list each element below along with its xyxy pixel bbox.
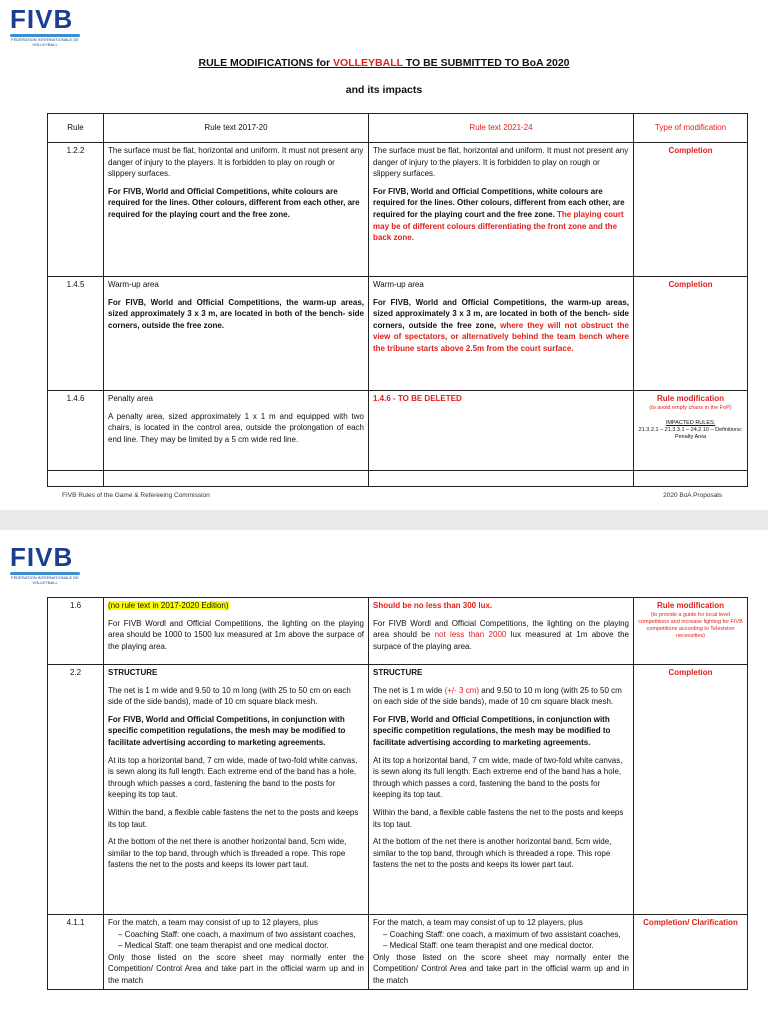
table-row-empty [48, 471, 748, 487]
footer-left: FIVB Rules of the Game & Refereeing Commission [62, 492, 210, 499]
rules-table-2 [47, 597, 748, 990]
header-type: Type of modification [634, 114, 748, 143]
table-row: 1.2.2 The surface must be flat, horizontal and uniform. It must not present any danger of injury to the players. It is forbidden to play on rough or slippery surfaces. For FIVB, World and Official Competitions, white colours are required for the lines. Other colours, different from each other, are required for the playing court and the free zone. The surface must be flat, horizontal and uniform. It must not present any danger of injury to the players. It is forbidden to play on rough or slippery surfaces. For FIVB, World and Official Competitions, white colours are required for the lines. Other colours, different from each other, are required for the playing court and the free zone. The playing court may be of different colours differentiating the front zone and the back zone. Completion [48, 143, 748, 277]
header-new-text: Rule text 2021-24 [369, 114, 634, 143]
staff-list: – Coaching Staff: one coach, a maximum of two assistant coaches, – Medical Staff: one team therapist and one medical doctor. [373, 929, 629, 952]
table-row: 1.4.5 Warm-up area For FIVB, World and Official Competitions, the warm-up areas, sized approximately 3 x 3 m, are located in both of the bench- side corners, outside the free zone. Warm-up area For FIVB, World and Official Competitions, the warm-up areas, sized approximately 3 x 3 m, are located in both of the bench- side corners, outside the free zone, where they will not obstruct the view of spectators, or alternatively behind the team bench where the tribune starts above 2.5m from the court surface. Completion [48, 277, 748, 391]
document-page-2 [0, 530, 768, 1024]
table-header-row [48, 114, 748, 143]
header-rule: Rule [48, 114, 104, 143]
header-old-text: Rule text 2017-20 [104, 114, 369, 143]
table-row: 1.6 (no rule text in 2017-2020 Edition) For FIVB Wordl and Official Competitions, the lighting on the playing area should be 1000 to 1500 lux measured at 1m above the surpace of the playing area. Should be no less than 300 lux. For FIVB Wordl and Official Competitions, the lighting on the playing area should be not less than 2000 lux measured at 1m above the surpace of the playing area. Rule modification (to provide a guide for local level competitions and increase lighting for FIVB competitions according to Television necessities) [48, 598, 748, 665]
table-row: 2.2 STRUCTURE The net is 1 m wide and 9.50 to 10 m long (with 25 to 50 cm on each side of the side bands), made of 10 cm square black mesh. For FIVB, World and Official Competitions, in conjunction with specific competition regulations, the mesh may be modified to facilitate advertising according to marketing agreements. At its top a horizontal band, 7 cm wide, made of two-fold white canvas, is sewn along its full length. Each extreme end of the band has a hole, through which passes a cord, fastening the band to the posts for keeping its top taut. Within the band, a flexible cable fastens the net to the posts and keeps its top taut. At the bottom of the net there is another horizontal band, 5cm wide, similar to the top band, through which is threaded a rope. This rope fastens the net to the posts and keeps its lower part taut. STRUCTURE The net is 1 m wide (+/- 3 cm) and 9.50 to 10 m long (with 25 to 50 cm on each side of the side bands), made of 10 cm square black mesh. For FIVB, World and Official Competitions, in conjunction with specific competition regulations, the mesh may be modified to facilitate advertising according to marketing agreements. At its top a horizontal band, 7 cm wide, made of two-fold white canvas, is sewn along its full length. Each extreme end of the band has a hole, through which passes a cord, fastening the band to the posts for keeping its top taut. Within the band, a flexible cable fastens the net to the posts and keeps its top taut. At the bottom of the net there is another horizontal band, 5cm wide, similar to the top band, through which is threaded a rope. This rope fastens the net to the posts and keeps its lower part taut. Completion [48, 665, 748, 915]
rules-table-1 [47, 113, 748, 487]
fivb-logo: FIVB FÉDÉRATION INTERNATIONALE DE VOLLEYBALL [10, 542, 79, 585]
fivb-logo: FIVB FÉDÉRATION INTERNATIONALE DE VOLLEYBALL [10, 4, 79, 47]
table-row: 4.1.1 For the match, a team may consist of up to 12 players, plus – Coaching Staff: one coach, a maximum of two assistant coaches, – Medical Staff: one team therapist and one medical doctor. Only those listed on the score sheet may normally enter the Competition/ Control Area and take part in the official warm up and in the match For the match, a team may consist of up to 12 players, plus – Coaching Staff: one coach, a maximum of two assistant coaches, – Medical Staff: one team therapist and one medical doctor. Only those listed on the score sheet may normally enter the Competition/ Control Area and take part in the official warm up and in the match Completion/ Clarification [48, 915, 748, 990]
staff-list: – Coaching Staff: one coach, a maximum of two assistant coaches, – Medical Staff: one team therapist and one medical doctor. [108, 929, 364, 952]
page-subtitle: and its impacts [345, 84, 423, 96]
page-title: RULE MODIFICATIONS for VOLLEYBALL TO BE SUBMITTED TO BoA 2020 [198, 57, 570, 69]
table-row: 1.4.6 Penalty area A penalty area, sized approximately 1 x 1 m and equipped with two chairs, is located in the control area, outside the prolongation of each end line. They may be limited by a 5 cm wide red line. 1.4.6 - TO BE DELETED Rule modification (to avoid empty chairs in the FoP) IMPACTED RULES: 21.3.2.1 – 21.3.3.1 – 24.2.10 – Definitions: Penalty Area [48, 391, 748, 471]
footer-right: 2020 BoA Proposals [663, 492, 722, 499]
document-page-1 [0, 0, 768, 510]
